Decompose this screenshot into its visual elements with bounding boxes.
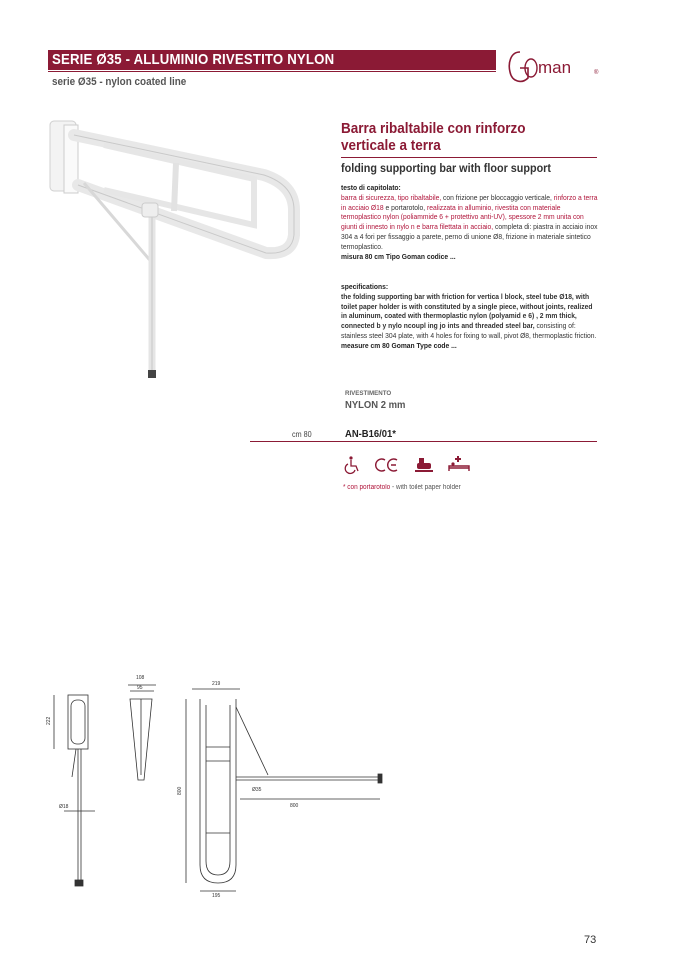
title-divider	[341, 157, 597, 158]
spec-italian-text-5: realizzata in alluminio, rivestita con materiale termoplastico nylon (poliammide 6 + protettivo anti-UV), spessore 2 mm unita con giunti di innesto in nylo n e barra filettata in acciaio,	[341, 202, 584, 232]
spec-english	[341, 282, 599, 351]
dim-800-vertical: 800	[177, 786, 183, 795]
spec-english-heading: specifications:	[341, 282, 389, 291]
product-title: Barra ribaltabile con rinforzo verticale a terra	[341, 120, 526, 154]
dim-95: 95	[137, 685, 143, 691]
medical-bed-icon	[449, 456, 469, 471]
dim-195: 195	[212, 893, 221, 899]
spec-italian-heading: testo di capitolato:	[341, 183, 401, 192]
spec-english-bold: the folding supporting bar with friction for vertica l block, steel tube Ø18, with toilet paper holder is with constituted by a single piece, without joints, realized in aluminum, coated with thermoplastic nylon (polyamid e 6) , 2 mm thick, connected b y nylo ncoupl ing jo ints and threaded steel bar,	[341, 291, 593, 331]
dim-108: 108	[136, 675, 145, 681]
logo-registered-mark: ®	[594, 70, 599, 76]
footnote-star: * con portarotolo	[343, 484, 391, 491]
page-subtitle: serie Ø35 - nylon coated line	[52, 76, 187, 88]
spec-italian-text-2: con frizione per bloccaggio verticale,	[441, 192, 554, 202]
page-number: 73	[584, 934, 597, 946]
logo-text: man	[538, 58, 572, 77]
dim-219: 219	[212, 681, 221, 687]
variant-code: AN-B16/01*	[345, 428, 396, 440]
spec-english-measure: measure cm 80 Goman Type code ...	[341, 340, 457, 350]
dim-35: Ø35	[252, 787, 262, 793]
toilet-icon	[415, 458, 433, 472]
dim-222: 222	[46, 716, 52, 725]
ce-mark-icon	[376, 459, 397, 471]
side-view	[54, 695, 95, 886]
variant-size: cm 80	[292, 430, 312, 439]
page-title: SERIE Ø35 - ALLUMINIO RIVESTITO NYLON	[52, 51, 335, 68]
header-divider	[48, 71, 496, 72]
spec-italian-text-4: e portarotolo,	[385, 202, 427, 212]
dim-18: Ø18	[59, 804, 69, 810]
footnote	[343, 484, 461, 491]
technical-drawing	[40, 665, 400, 900]
coating-label: RIVESTIMENTO	[345, 390, 392, 397]
product-subtitle: folding supporting bar with floor support	[341, 161, 551, 175]
spec-english-text: consisting of: stainless steel 304 plate, with 4 holes for fixing to wall, pivot Ø8, thermoplastic friction.	[341, 321, 597, 340]
top-view	[186, 689, 382, 891]
code-divider	[250, 441, 597, 442]
dim-800-horizontal: 800	[290, 803, 299, 809]
footnote-rest: - with toilet paper holder	[390, 484, 461, 491]
spec-italian-text-1: barra di sicurezza, tipo ribaltabile,	[341, 192, 442, 202]
spec-italian	[341, 183, 599, 261]
product-photo	[44, 115, 314, 385]
coating-value: NYLON 2 mm	[345, 399, 406, 411]
certification-icons	[343, 455, 478, 475]
spec-italian-text-6: completa di: piastra in acciaio inox 304 a 4 fori per fissaggio a parete, perno di unione Ø8, frizione in materiale sintetico termoplastico.	[341, 222, 598, 251]
front-view	[128, 685, 156, 780]
wheelchair-icon	[345, 456, 358, 473]
spec-italian-text-3: rinforzo a terra in acciaio Ø18	[341, 192, 598, 212]
spec-italian-measure: misura 80 cm Tipo Goman codice ...	[341, 251, 456, 261]
